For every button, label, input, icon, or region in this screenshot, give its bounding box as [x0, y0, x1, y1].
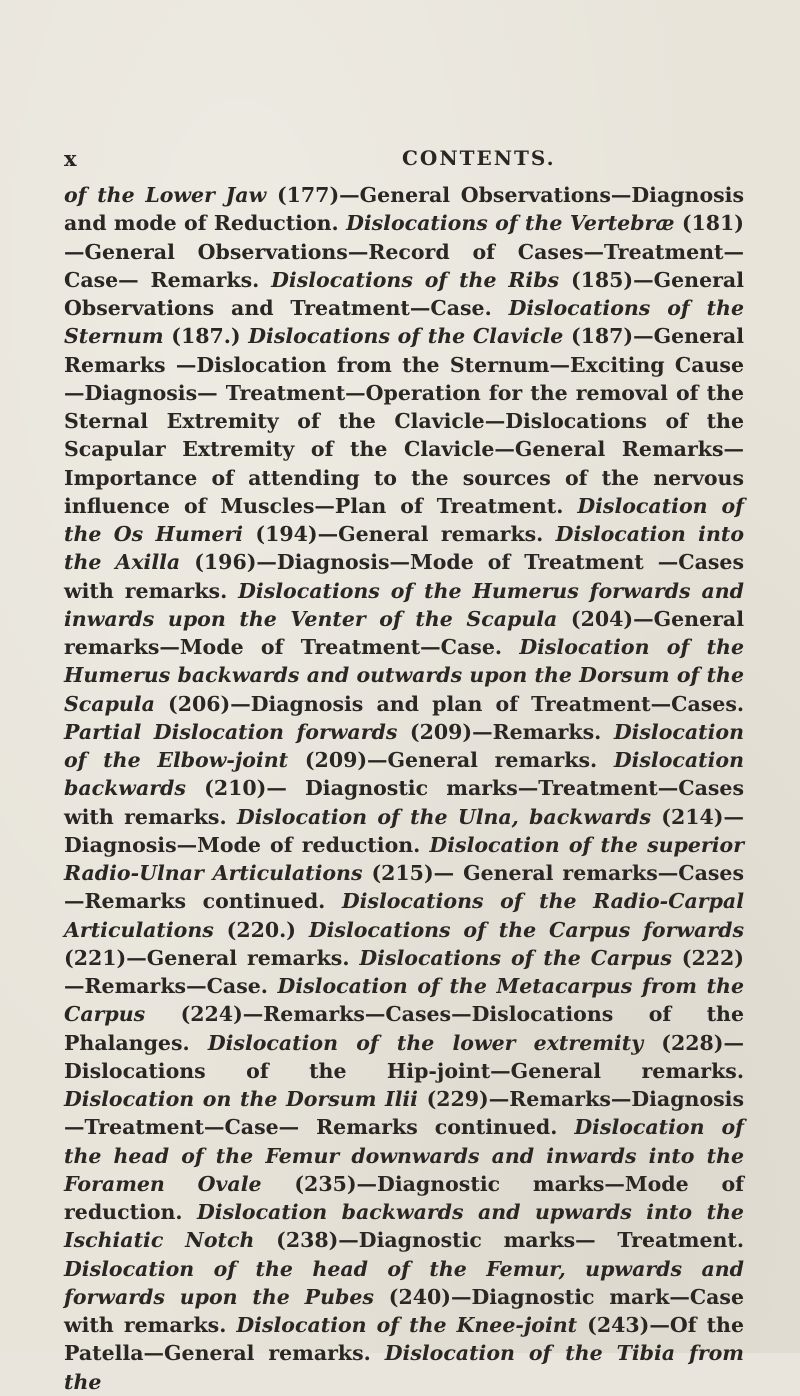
contents-description: (185)—General Observations and Treatment—Case. [64, 267, 745, 320]
running-head: CONTENTS. [402, 146, 556, 170]
contents-description: (187)—General Remarks —Dislocation from the Sternum—Exciting Cause—Diagnosis— Treatment—Operation for the removal of the Sternal Extremity of the Clavicle—Dislocations of the Scapular Extremity of the Clavicle—General Remarks—Importance of attending to the sources of the nervous influence of Muscles—Plan of Treatment. [64, 324, 744, 518]
contents-text [64, 181, 744, 1396]
contents-description: (214)—Diagnosis—Mode of reduction. [64, 804, 744, 857]
contents-heading: Dislocation backwards and upwards into the Ischiatic Notch [64, 1200, 744, 1253]
contents-heading: of the Lower Jaw [64, 183, 267, 207]
contents-heading: Dislocation of the Elbow-joint [64, 719, 744, 772]
contents-heading: Dislocation of the lower extremity [207, 1030, 644, 1055]
contents-description: (194)—General remarks. [243, 522, 556, 546]
contents-description: (235)—Diagnostic marks—Mode of reduction. [64, 1171, 744, 1224]
contents-description: (215)— General remarks—Cases—Remarks continued. [64, 861, 744, 914]
contents-heading: Dislocation of the Ulna, backwards [236, 804, 652, 829]
contents-heading: Dislocation into the Axilla [64, 522, 745, 575]
page-folio: x [64, 146, 78, 171]
contents-description: (238)—Diagnostic marks— Treatment. [254, 1228, 744, 1253]
contents-heading: Dislocation of the Tibia from the [64, 1341, 744, 1394]
contents-description: (210)— Diagnostic marks—Treatment—Cases with remarks. [64, 776, 744, 829]
contents-heading: Dislocation of the Os Humeri [64, 493, 744, 546]
contents-paragraph [64, 181, 744, 1396]
contents-description: (228)—Dislocations of the Hip-joint—General remarks. [64, 1030, 744, 1083]
contents-description: (224)—Remarks—Cases—Dislocations of the Phalanges. [64, 1002, 744, 1055]
contents-heading: Dislocations of the Radio-Carpal Articulations [64, 889, 744, 942]
contents-heading: Dislocation of the Humerus backwards and outwards upon the Dorsum of the Scapula [64, 635, 744, 716]
contents-heading: Dislocations of the Carpus forwards [308, 917, 744, 942]
contents-heading: Dislocations of the Ribs [271, 267, 560, 292]
contents-heading: Dislocation of the Knee-joint [236, 1313, 578, 1337]
contents-description: (243)—Of the Patella—General remarks. [64, 1313, 744, 1366]
contents-description: (177)—General Observations—Diagnosis and mode of Reduction. [64, 183, 745, 236]
contents-heading: Partial Dislocation forwards [64, 719, 398, 744]
contents-heading: Dislocations of the Humerus forwards and inwards upon the Venter of the Scapula [64, 578, 744, 631]
contents-description: (221)—General remarks. [64, 945, 360, 970]
contents-description: (209)—General remarks. [288, 748, 614, 772]
contents-heading: Dislocation backwards [64, 748, 744, 801]
contents-description: (187.) [163, 324, 249, 349]
contents-heading: Dislocations of the Vertebræ [346, 211, 675, 236]
contents-description: (240)—Diagnostic mark—Case with remarks. [64, 1284, 745, 1337]
contents-description: (209)—Remarks. [397, 719, 614, 744]
contents-heading: Dislocation of the head of the Femur, upwards and forwards upon the Pubes [64, 1256, 744, 1309]
contents-heading: Dislocation on the Dorsum Ilii [64, 1087, 418, 1111]
contents-heading: Dislocation of the head of the Femur downwards and inwards into the Foramen Ovale [64, 1115, 744, 1196]
contents-description: (229)—Remarks—Diagnosis—Treatment—Case— Remarks continued. [64, 1087, 744, 1140]
contents-heading: Dislocation of the superior Radio-Ulnar Articulations [64, 832, 744, 885]
contents-heading: Dislocation of the Metacarpus from the Carpus [64, 974, 744, 1027]
contents-description: (222)—Remarks—Case. [64, 945, 744, 998]
contents-description: (220.) [213, 917, 309, 942]
contents-description: (206)—Diagnosis and plan of Treatment—Cases. [154, 691, 744, 716]
contents-heading: Dislocations of the Clavicle [248, 324, 564, 349]
contents-description: (196)—Diagnosis—Mode of Treatment —Cases with remarks. [64, 550, 744, 603]
contents-heading: Dislocations of the Sternum [64, 296, 744, 349]
contents-heading: Dislocations of the Carpus [359, 945, 672, 970]
contents-description: (204)—General remarks—Mode of Treatment—Case. [64, 606, 744, 659]
page-header [64, 146, 744, 176]
contents-description: (181) —General Observations—Record of Cases—Treatment—Case— Remarks. [64, 211, 745, 292]
